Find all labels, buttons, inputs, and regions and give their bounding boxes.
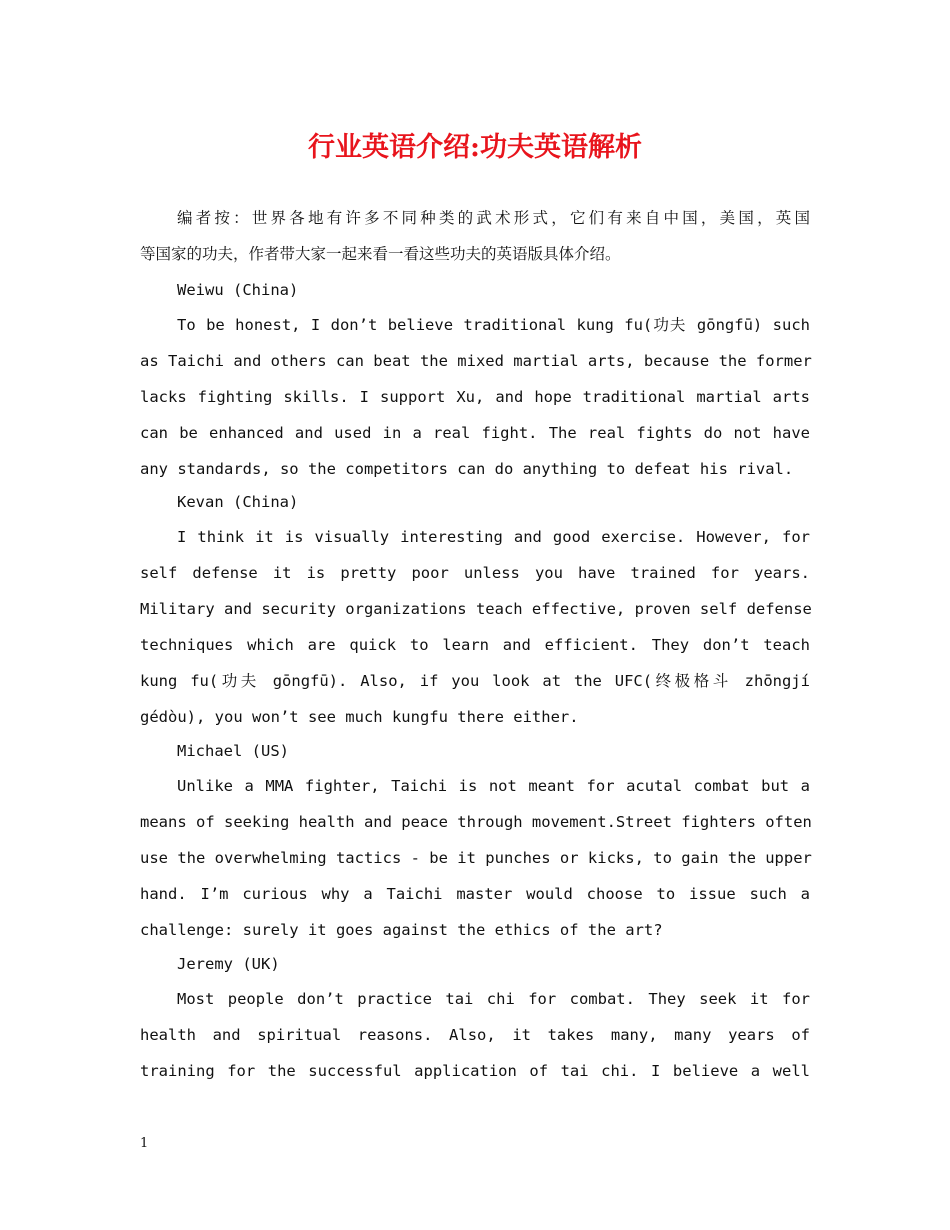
- comment-line: use the overwhelming tactics - be it punches or kicks, to gain the upper: [140, 849, 812, 867]
- section-kevan: [140, 486, 810, 735]
- editor-note: [140, 200, 810, 272]
- comment-line: gédòu), you won’t see much kungfu there either.: [140, 708, 579, 726]
- editor-note-line: 编者按：世界各地有许多不同种类的武术形式，它们有来自中国，美国，英国: [177, 209, 810, 227]
- comment-line: I think it is visually interesting and good exercise. However, for: [177, 528, 810, 546]
- commenter-name: Jeremy (UK): [177, 955, 280, 973]
- comment-line: challenge: surely it goes against the ethics of the art?: [140, 921, 663, 939]
- commenter-name: Michael (US): [177, 742, 289, 760]
- comment-line: kung fu(功夫 gōngfū). Also, if you look at the UFC(终极格斗 zhōngjí: [140, 672, 810, 690]
- comment-line: any standards, so the competitors can do anything to defeat his rival.: [140, 460, 794, 478]
- comment-line: lacks fighting skills. I support Xu, and hope traditional martial arts: [140, 388, 810, 406]
- section-weiwu: [140, 274, 810, 487]
- comment-line: training for the successful application of tai chi. I believe a well: [140, 1062, 810, 1080]
- section-jeremy: [140, 948, 810, 1089]
- comment-line: Most people don’t practice tai chi for combat. They seek it for: [177, 990, 810, 1008]
- commenter-name: Weiwu (China): [177, 281, 299, 299]
- document-title: 行业英语介绍:功夫英语解析: [308, 132, 642, 163]
- commenter-name: Kevan (China): [177, 493, 299, 511]
- comment-line: hand. I’m curious why a Taichi master would choose to issue such a: [140, 885, 810, 903]
- comment-line: Unlike a MMA fighter, Taichi is not meant for acutal combat but a: [177, 777, 810, 795]
- editor-note-line: 等国家的功夫，作者带大家一起来看一看这些功夫的英语版具体介绍。: [140, 245, 621, 263]
- comment-line: techniques which are quick to learn and efficient. They don’t teach: [140, 636, 810, 654]
- section-michael: [140, 735, 810, 948]
- comment-line: can be enhanced and used in a real fight. The real fights do not have: [140, 424, 810, 442]
- comment-line: self defense it is pretty poor unless you have trained for years.: [140, 564, 810, 582]
- comment-line: To be honest, I don’t believe traditional kung fu(功夫 gōngfū) such: [177, 316, 810, 334]
- comment-line: means of seeking health and peace through movement.Street fighters often: [140, 813, 812, 831]
- comment-line: as Taichi and others can beat the mixed martial arts, because the former: [140, 352, 812, 370]
- page-number: 1: [140, 1136, 149, 1151]
- comment-line: Military and security organizations teach effective, proven self defense: [140, 600, 812, 618]
- comment-line: health and spiritual reasons. Also, it takes many, many years of: [140, 1026, 810, 1044]
